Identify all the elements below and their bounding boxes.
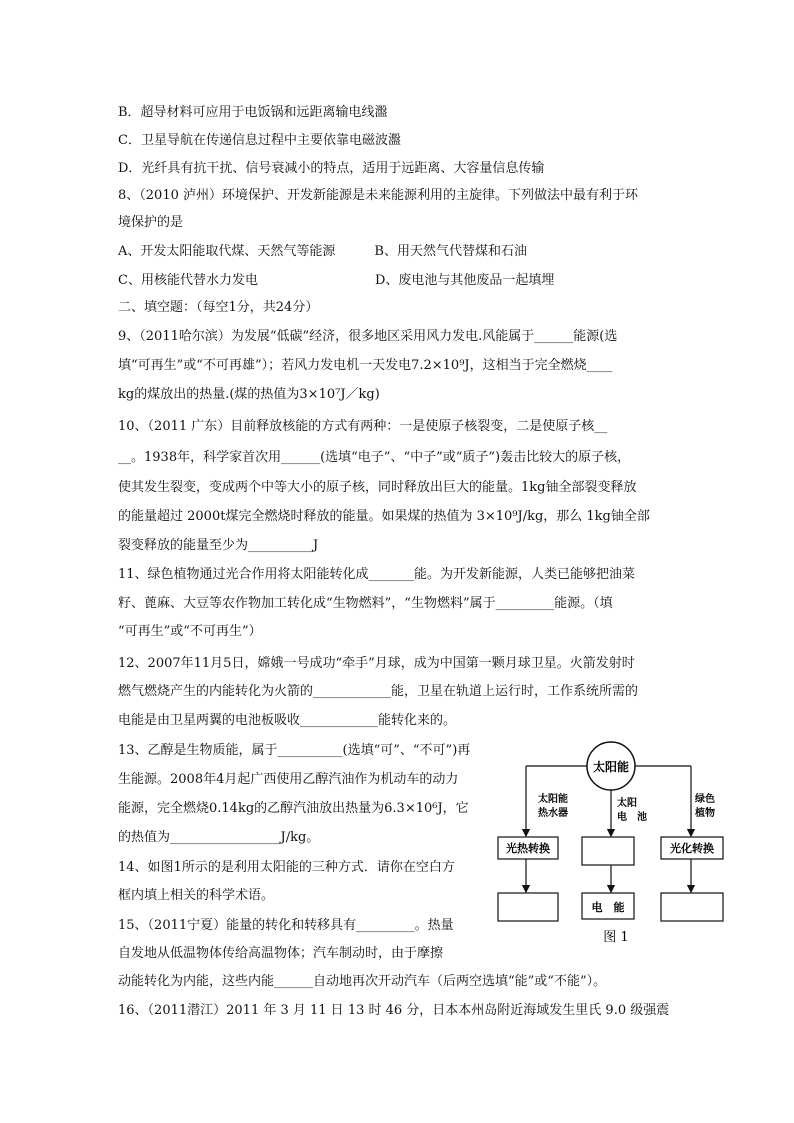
question-10-line-2: __。1938年，科学家首次用______(选填“电子”、“中子”或“质子”)轰击比较大的原子核， xyxy=(118,450,631,465)
box-mid-bottom-label: 电 能 xyxy=(591,901,625,914)
question-8-line-1: 8、（2010 泸州）环境保护、开发新能源是未来能源利用的主旋律。下列做法中最有利于环 xyxy=(118,188,638,203)
question-11-line-2: 籽、蓖麻、大豆等农作物加工转化成“生物燃料”，“生物燃料”属于_________能源。（填 xyxy=(118,596,613,611)
box-left-top-label: 光热转换 xyxy=(506,842,550,855)
question-9-line-2: 填“可再生”或“不可再雄”）；若风力发电机一天发电7.2×10⁹J，这相当于完全燃烧____ xyxy=(118,358,613,373)
question-10-line-3: 使其发生裂变，变成两个中等大小的原子核，同时释放出巨大的能量。1kg铀全部裂变释放 xyxy=(118,480,637,495)
question-8-line-2: 境保护的是 xyxy=(118,215,184,230)
box-mid-top xyxy=(582,837,634,865)
question-10-line-4: 的能量超过 2000t煤完全燃烧时释放的能量。如果煤的热值为 3×10⁹J/kg，那么 1kg铀全部 xyxy=(118,509,650,524)
text-line-2: C．卫星导航在传递信息过程中主要依靠电磁波瀊 xyxy=(118,133,401,148)
left-label-1: 太阳能 xyxy=(538,794,568,805)
figure-caption: 图 1 xyxy=(603,930,629,945)
question-11-line-3: “可再生”或“不可再生”） xyxy=(118,624,262,639)
text-line-3: D．光纤具有抗干扰、信号衰减小的特点，适用于远距离、大容量信息传输 xyxy=(118,161,545,176)
mid-label-2: 电 池 xyxy=(617,812,647,823)
center-label: 太阳能 xyxy=(592,760,630,774)
box-left-bottom xyxy=(498,893,558,921)
option-c-d: C、用核能代替水力发电 D、废电池与其他废品一起填埋 xyxy=(118,273,555,288)
question-16-line-1: 16、（2011潜江）2011 年 3 月 11 日 13 时 46 分，日本本州岛附近海域发生里氏 9.0 级强震 xyxy=(118,1003,670,1018)
question-9-line-3: kg的煤放出的热量.(煤的热值为3×10⁷J／kg) xyxy=(118,387,380,402)
question-13-line-4: 的热值为_________________J/kg。 xyxy=(118,830,320,845)
solar-energy-diagram xyxy=(493,740,729,945)
question-13-line-3: 能源，完全燃烧0.14kg的乙醇汽油放出热量为6.3×10⁶J，它 xyxy=(118,801,469,816)
question-10-line-5: 裂变释放的能量至少为__________J xyxy=(118,538,319,553)
question-13-line-2: 生能源。2008年4月起广西使用乙醇汽油作为机动车的动力 xyxy=(118,772,459,787)
question-10-line-1: 10、（2011 广东）目前释放核能的方式有两种：一是使原子核裂变，二是使原子核__ xyxy=(118,419,608,434)
right-label-1: 绿色 xyxy=(695,794,715,805)
question-15-line-3: 动能转化为内能，这些内能______自动地再次开动汽车（后两空选填“能”或“不能”）。 xyxy=(118,974,607,989)
option-a-b: A、开发太阳能取代煤、天然气等能源 B、用天然气代替煤和石油 xyxy=(118,244,527,259)
question-12-line-1: 12、2007年11月5日，嫦娥一号成功“牵手”月球，成为中国第一颗月球卫星。火箭发射时 xyxy=(118,656,635,671)
box-right-bottom xyxy=(661,893,723,921)
box-right-top-label: 光化转换 xyxy=(670,842,714,855)
text-line-1: B．超导材料可应用于电饭锅和远距离输电线瀊 xyxy=(118,105,388,120)
question-14-line-2: 框内填上相关的科学术语。 xyxy=(118,888,275,903)
question-13-line-1: 13、乙醇是生物质能，属于__________(选填“可”、“不可”)再 xyxy=(118,743,471,758)
section-heading: 二、填空题：（每空1分，共24分） xyxy=(118,300,319,315)
right-label-2: 植物 xyxy=(695,808,715,819)
question-12-line-2: 燃气燃烧产生的内能转化为火箭的____________能，卫星在轨道上运行时，工作系统所需的 xyxy=(118,684,639,699)
left-label-2: 热水器 xyxy=(538,808,568,819)
question-15-line-2: 自发地从低温物体传给高温物体；汽车制动时，由于摩擦 xyxy=(118,946,444,961)
question-15-line-1: 15、（2011宁夏）能量的转化和转移具有_________。热量 xyxy=(118,918,454,933)
question-14-line-1: 14、如图1所示的是利用太阳能的三种方式．请你在空白方 xyxy=(118,860,455,875)
question-9-line-1: 9、（2011哈尔滨）为发展“低碳”经济，很多地区采用风力发电.风能属于______能源(选 xyxy=(118,329,618,344)
question-11-line-1: 11、绿色植物通过光合作用将太阳能转化成_______能。为开发新能源，人类已能够把油菜 xyxy=(118,567,636,582)
question-12-line-3: 电能是由卫星两翼的电池板吸收____________能转化来的。 xyxy=(118,713,457,728)
mid-label-1: 太阳 xyxy=(617,798,637,809)
